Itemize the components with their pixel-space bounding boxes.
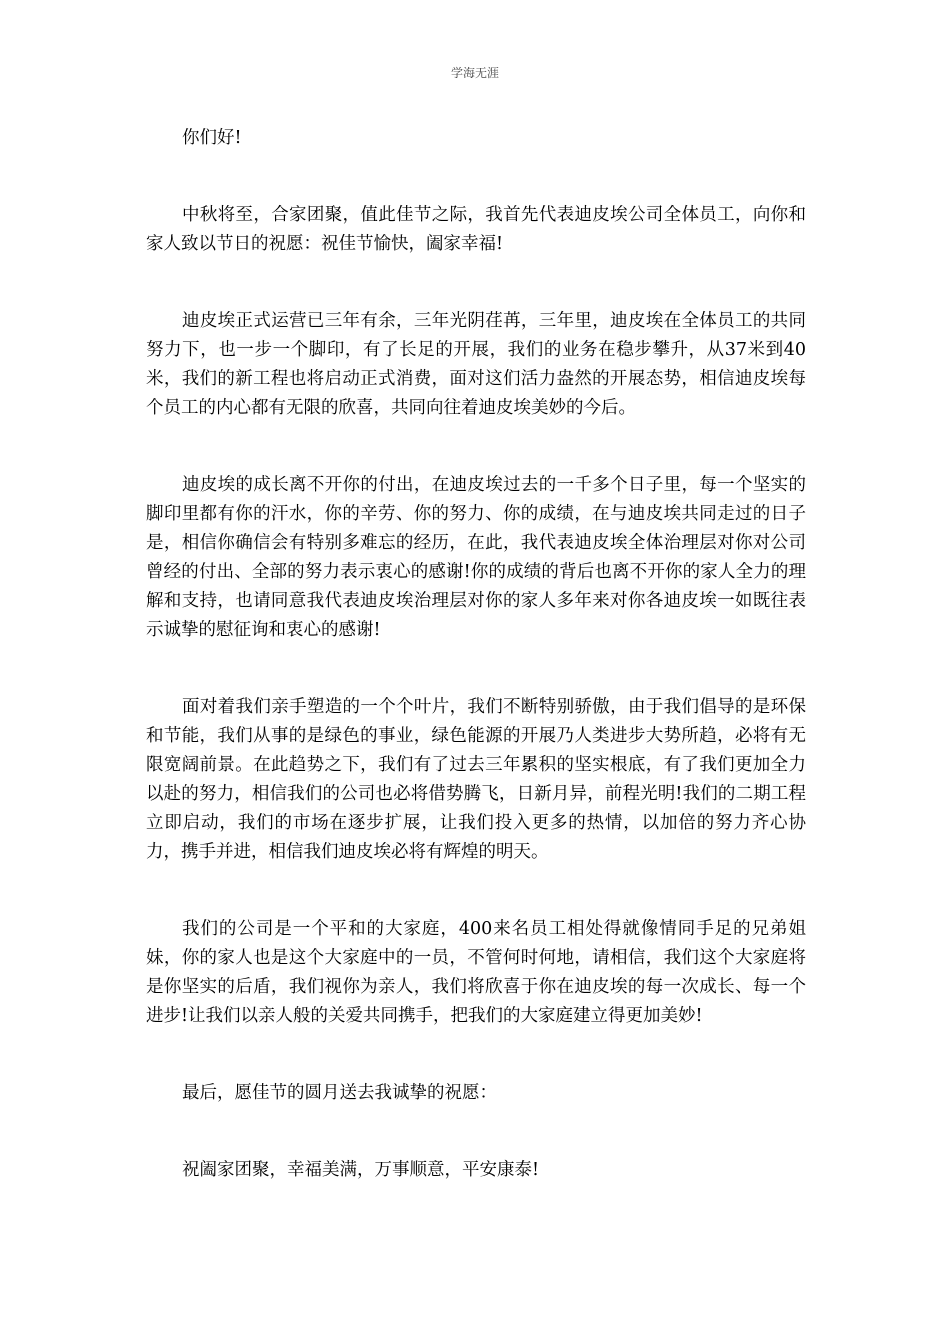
paragraph-thanks: 迪皮埃的成长离不开你的付出，在迪皮埃过去的一千多个日子里，每一个坚实的脚印里都有你的汗水，你的辛劳、你的努力、你的成绩，在与迪皮埃共同走过的日子是，相信你确信会有特别多难忘的经历，在此，我代表迪皮埃全体治理层对你对公司曾经的付出、全部的努力表示衷心的感谢!你的成绩的背后也离不开你的家人全力的理解和支持，也请同意我代表迪皮埃治理层对你的家人多年来对你各迪皮埃一如既往表示诚挚的慰征询和衷心的感谢! (146, 475, 806, 640)
paragraph-future: 面对着我们亲手塑造的一个个叶片，我们不断特别骄傲，由于我们倡导的是环保和节能，我们从事的是绿色的事业，绿色能源的开展乃人类进步大势所趋，必将有无限宽阔前景。在此趋势之下，我们有了过去三年累积的坚实根底，有了我们更加全力以赴的努力，相信我们的公司也必将借势腾飞，日新月异，前程光明!我们的二期工程立即启动，我们的市场在逐步扩展，让我们投入更多的热情，以加倍的努力齐心协力，携手并进，相信我们迪皮埃必将有辉煌的明天。 (146, 697, 806, 862)
paragraph-festival-wishes: 中秋将至，合家团聚，值此佳节之际，我首先代表迪皮埃公司全体员工，向你和家人致以节日的祝愿：祝佳节愉快，阖家幸福! (146, 205, 806, 254)
paragraph-family: 我们的公司是一个平和的大家庭，400来名员工相处得就像情同手足的兄弟姐妹，你的家人也是这个大家庭中的一员，不管何时何地，请相信，我们这个大家庭将是你坚实的后盾，我们视你为亲人，我们将欣喜于你在迪皮埃的每一次成长、每一个进步!让我们以亲人般的关爱共同携手，把我们的大家庭建立得更加美妙! (146, 919, 806, 1026)
paragraph-company-growth: 迪皮埃正式运营已三年有余，三年光阴荏苒，三年里，迪皮埃在全体员工的共同努力下，也一步一个脚印，有了长足的开展，我们的业务在稳步攀升，从37米到40米，我们的新工程也将启动正式消费，面对这们活力盎然的开展态势，相信迪皮埃每个员工的内心都有无限的欣喜，共同向往着迪皮埃美妙的今后。 (146, 311, 806, 418)
greeting: 你们好! (182, 128, 242, 148)
paragraph-closing: 最后，愿佳节的圆月送去我诚挚的祝愿： (182, 1083, 497, 1103)
paragraph-final-blessing: 祝阖家团聚，幸福美满，万事顺意，平安康泰! (182, 1160, 540, 1180)
letter-body (146, 124, 806, 1185)
page-header: 学海无涯 (450, 66, 499, 80)
